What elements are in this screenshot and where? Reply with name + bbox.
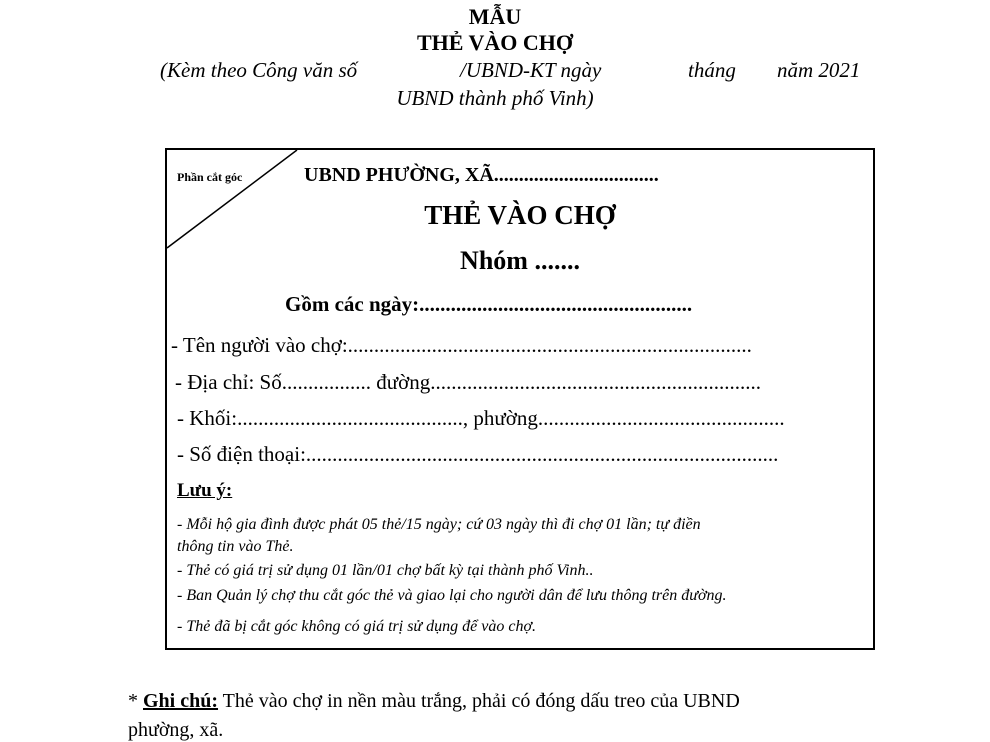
- note-item-1: - Mỗi hộ gia đình được phát 05 thẻ/15 ngày; cứ 03 ngày thì đi chợ 01 lần; tự điền: [177, 516, 701, 533]
- footnote-prefix: *: [128, 690, 143, 712]
- footnote-text: Thẻ vào chợ in nền màu trắng, phải có đóng dấu treo của UBND: [218, 690, 740, 712]
- days-field: Gồm các ngày:....................................................: [285, 292, 693, 316]
- note-item-4: - Thẻ đã bị cắt góc không có giá trị sử dụng để vào chợ.: [177, 618, 536, 635]
- cut-corner-label: Phần cắt góc: [177, 170, 243, 184]
- note-item-1-continued: thông tin vào Thẻ.: [177, 538, 294, 555]
- template-title: THẺ VÀO CHỢ: [416, 30, 574, 55]
- footnote: [128, 690, 740, 713]
- reference-part-2: /UBND-KT ngày: [460, 58, 602, 82]
- reference-part-4: năm 2021: [777, 58, 861, 82]
- note-item-3: - Ban Quản lý chợ thu cắt góc thẻ và giao lại cho người dân để lưu thông trên đường.: [177, 587, 727, 604]
- reference-part-3: tháng: [688, 58, 736, 82]
- footnote-continued: phường, xã.: [128, 719, 224, 741]
- block-ward-field: - Khối:..........................................., phường...............................................: [177, 406, 785, 430]
- issuing-authority: UBND PHƯỜNG, XÃ.................................: [304, 164, 659, 186]
- reference-issuer: UBND thành phố Vinh): [396, 86, 594, 110]
- note-item-2: - Thẻ có giá trị sử dụng 01 lần/01 chợ bất kỳ tại thành phố Vinh..: [177, 562, 594, 579]
- group-number: Nhóm .......: [460, 246, 580, 275]
- footnote-label: Ghi chú:: [143, 690, 219, 712]
- card-title: THẺ VÀO CHỢ: [424, 200, 616, 230]
- address-field: - Địa chỉ: Số................. đường...............................................................: [175, 370, 761, 394]
- name-field: - Tên người vào chợ:.............................................................................: [171, 333, 752, 357]
- market-entry-card: [165, 148, 875, 650]
- phone-field: - Số điện thoại:..........................................................................................: [177, 442, 779, 466]
- notes-heading: Lưu ý:: [177, 480, 233, 501]
- template-label: MẪU: [468, 4, 522, 29]
- reference-part-1: (Kèm theo Công văn số: [160, 58, 358, 82]
